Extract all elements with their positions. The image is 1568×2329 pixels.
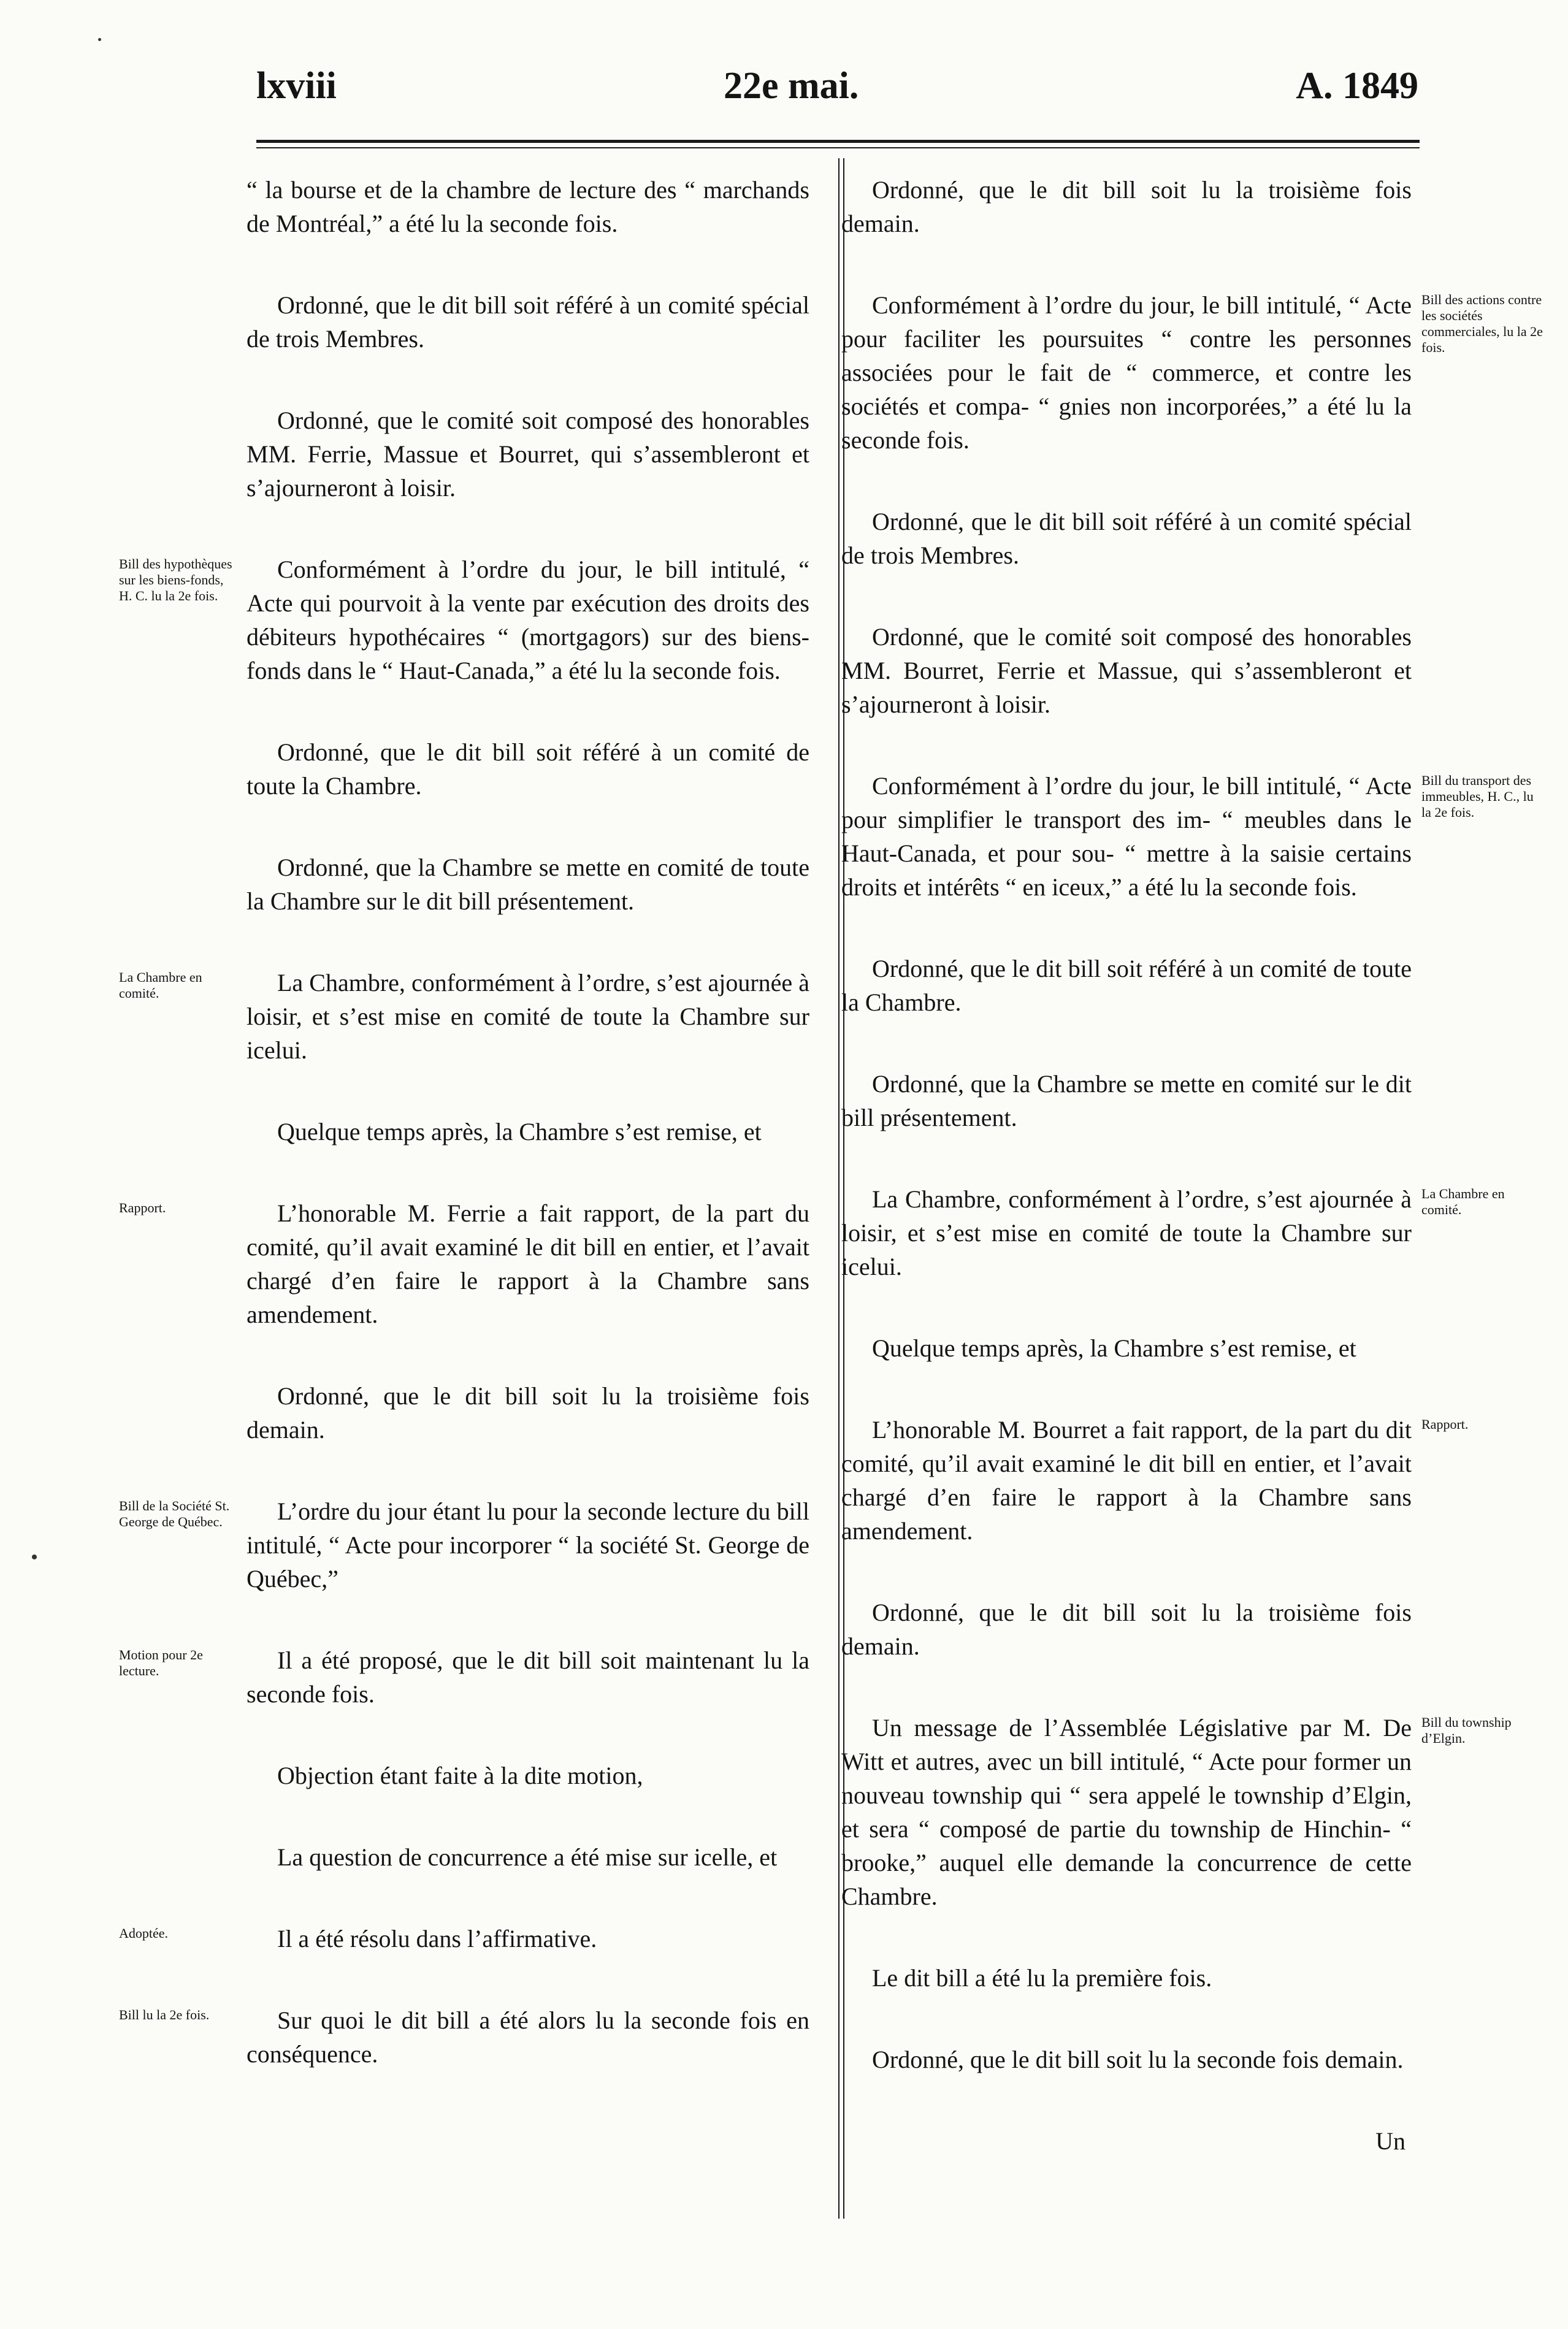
paragraph-text: Ordonné, que le dit bill soit lu la troisième fois demain.	[841, 176, 1412, 237]
paragraph-text: Conformément à l’ordre du jour, le bill intitulé, “ Acte qui pourvoit à la vente par exécution des droits des débiteurs hypothécaires “ (mortgagors) sur des biens-fonds dans le “ Haut-Canada,” a été lu la seconde fois.	[247, 556, 809, 684]
ink-speck	[32, 1555, 37, 1559]
paragraph-text: L’honorable M. Ferrie a fait rapport, de la part du comité, qu’il avait examiné le dit bill en entier, et l’avait chargé d’en faire le rapport à la Chambre sans amendement.	[247, 1199, 809, 1328]
paragraph-text: Le dit bill a été lu la première fois.	[872, 1964, 1212, 1992]
paragraph	[841, 1331, 1412, 1365]
right-column	[841, 173, 1543, 2158]
paragraph	[841, 1067, 1412, 1134]
header-rule-thick	[256, 140, 1420, 143]
catchword: Un	[1375, 2127, 1405, 2155]
paragraph-text: La Chambre, conformément à l’ordre, s’est ajournée à loisir, et s’est mise en comité de toute la Chambre sur icelui.	[841, 1185, 1412, 1280]
margin-note: Bill du township d’Elgin.	[1421, 1715, 1512, 1746]
paragraph	[247, 851, 809, 918]
left-column	[119, 173, 809, 2119]
paragraph	[841, 288, 1543, 457]
paragraph-text: Ordonné, que le dit bill soit lu la seconde fois demain.	[872, 2046, 1404, 2073]
margin-note: Bill lu la 2e fois.	[119, 2007, 210, 2022]
paragraph-text: L’ordre du jour étant lu pour la seconde lecture du bill intitulé, “ Acte pour incorporer “ la société St. George de Québec,”	[247, 1497, 809, 1593]
paragraph	[247, 1379, 809, 1447]
paragraph	[247, 1840, 809, 1874]
paragraph	[841, 505, 1412, 572]
paragraph-text: Objection étant faite à la dite motion,	[277, 1762, 643, 1789]
margin-note: Rapport.	[1421, 1417, 1469, 1432]
margin-note: La Chambre en comité.	[119, 969, 202, 1001]
paragraph-text: Sur quoi le dit bill a été alors lu la seconde fois en conséquence.	[247, 2006, 809, 2068]
paragraph-text: Ordonné, que le dit bill soit lu la troisième fois demain.	[841, 1599, 1412, 1660]
margin-note: Bill du transport des immeubles, H. C., lu la 2e fois.	[1421, 773, 1534, 820]
paragraph-text: Il a été proposé, que le dit bill soit maintenant lu la seconde fois.	[247, 1646, 809, 1708]
paragraph	[247, 1115, 809, 1149]
margin-note: Bill des hypothèques sur les biens-fonds, H. C. lu la 2e fois.	[119, 556, 232, 603]
paragraph	[119, 1196, 809, 1331]
paragraph-text: Ordonné, que le comité soit composé des honorables MM. Ferrie, Massue et Bourret, qui s’assembleront et s’ajourneront à loisir.	[247, 407, 809, 502]
paragraph-text: Quelque temps après, la Chambre s’est remise, et	[277, 1118, 762, 1145]
paragraph	[247, 735, 809, 803]
column-divider-left	[838, 158, 839, 2219]
paragraph-text: Ordonné, que le dit bill soit lu la troisième fois demain.	[247, 1382, 809, 1444]
paragraph-text: Ordonné, que le comité soit composé des honorables MM. Bourret, Ferrie et Massue, qui s’assembleront et s’ajourneront à loisir.	[841, 623, 1412, 718]
paragraph-text: Quelque temps après, la Chambre s’est remise, et	[872, 1334, 1356, 1362]
paragraph-text: L’honorable M. Bourret a fait rapport, de la part du dit comité, qu’il avait examiné le dit bill en entier, et l’avait chargé d’en faire le rapport à la Chambre sans amendement.	[841, 1416, 1412, 1545]
paragraph-text: La Chambre, conformément à l’ordre, s’est ajournée à loisir, et s’est mise en comité de toute la Chambre sur icelui.	[247, 969, 809, 1064]
paragraph	[841, 1711, 1512, 1913]
margin-note: Bill des actions contre les sociétés commerciales, lu la 2e fois.	[1421, 292, 1543, 355]
year-label: A. 1849	[1296, 65, 1418, 107]
header-rule-thin	[256, 147, 1420, 148]
paragraph	[119, 2003, 809, 2071]
paragraph	[841, 1961, 1412, 1995]
paragraph	[247, 403, 809, 505]
paragraph	[841, 2043, 1412, 2076]
paragraph	[119, 1643, 809, 1711]
paragraph	[841, 952, 1412, 1019]
paragraph-text: La question de concurrence a été mise sur icelle, et	[277, 1843, 778, 1871]
paragraph	[841, 1413, 1469, 1548]
paragraph	[119, 1922, 809, 1956]
paragraph	[119, 553, 809, 687]
paragraph	[841, 1596, 1412, 1663]
margin-note: Bill de la Société St. George de Québec.	[119, 1498, 230, 1529]
paragraph	[247, 288, 809, 356]
margin-note: Rapport.	[119, 1200, 166, 1215]
paragraph	[119, 966, 809, 1067]
paragraph	[841, 620, 1412, 721]
paragraph-text: Ordonné, que le dit bill soit référé à un comité de toute la Chambre.	[247, 738, 809, 800]
page-header	[0, 58, 1568, 113]
paragraph-text: Ordonné, que la Chambre se mette en comité sur le dit bill présentement.	[841, 1070, 1412, 1131]
margin-note: Adoptée.	[119, 1926, 169, 1941]
paragraph-text: Conformément à l’ordre du jour, le bill intitulé, “ Acte pour simplifier le transport des im- “ meubles dans le Haut-Canada, et pour sou- “ mettre à la saisie certains droits et intérêts “ en iceux,” a été lu la seconde fois.	[841, 772, 1412, 901]
paragraph	[247, 173, 809, 240]
paragraph	[247, 1759, 809, 1792]
paragraph-text: Il a été résolu dans l’affirmative.	[277, 1925, 597, 1952]
margin-note: La Chambre en comité.	[1421, 1186, 1505, 1217]
paragraph-text: Un message de l’Assemblée Législative par M. De Witt et autres, avec un bill intitulé, “ Acte pour former un nouveau township qui “ sera appelé le township d’Elgin, et sera “ composé de partie du township de Hinchin- “ brooke,” auquel elle demande la concurrence de cette Chambre.	[841, 1714, 1412, 1910]
paragraph	[119, 1494, 809, 1596]
ink-speck	[98, 38, 101, 41]
paragraph	[841, 769, 1534, 904]
paragraph-text: Ordonné, que le dit bill soit référé à un comité spécial de trois Membres.	[841, 508, 1412, 569]
paragraph-text: Ordonné, que le dit bill soit référé à un comité spécial de trois Membres.	[247, 291, 809, 353]
margin-note: Motion pour 2e lecture.	[119, 1647, 203, 1678]
paragraph	[841, 173, 1412, 240]
page-number: lxviii	[256, 65, 337, 107]
paragraph-text: Conformément à l’ordre du jour, le bill intitulé, “ Acte pour faciliter les poursuites “ contre les personnes associées pour le fait de “ commerce, et contre les sociétés et compa- “ gnies non incorporées,” a été lu la seconde fois.	[841, 291, 1412, 454]
paragraph-text: “ la bourse et de la chambre de lecture des “ marchands de Montréal,” a été lu la seconde fois.	[247, 176, 809, 237]
paragraph	[841, 1182, 1505, 1283]
paragraph-text: Ordonné, que le dit bill soit référé à un comité de toute la Chambre.	[841, 955, 1412, 1016]
running-date: 22e mai.	[724, 65, 859, 107]
paragraph-text: Ordonné, que la Chambre se mette en comité de toute la Chambre sur le dit bill présentement.	[247, 854, 809, 915]
